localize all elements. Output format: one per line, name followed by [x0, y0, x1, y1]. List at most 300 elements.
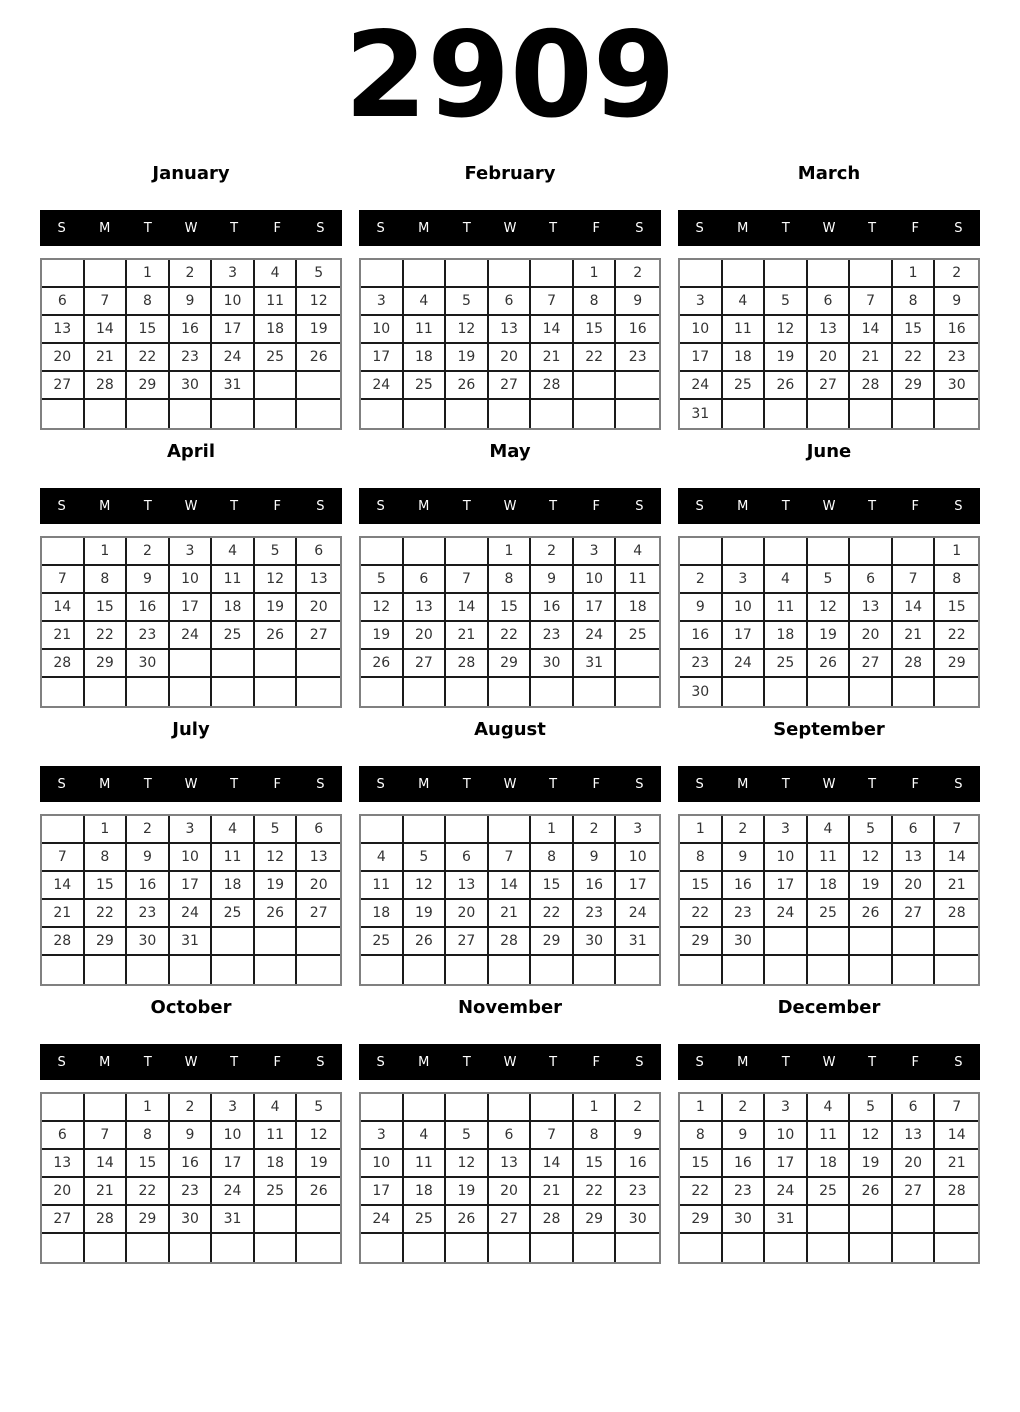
date-cell: 8: [85, 844, 128, 872]
date-cell-empty: [127, 400, 170, 428]
date-cell: 24: [723, 650, 766, 678]
date-cell: 19: [850, 872, 893, 900]
date-cell: 22: [531, 900, 574, 928]
date-cell-empty: [255, 650, 298, 678]
date-cell: 13: [850, 594, 893, 622]
date-cell: 22: [127, 344, 170, 372]
weekday-label: T: [549, 1054, 558, 1070]
date-cell: 16: [531, 594, 574, 622]
weekday-label: S: [57, 776, 66, 792]
date-cell: 3: [361, 1122, 404, 1150]
date-cell: 13: [446, 872, 489, 900]
date-cell-empty: [765, 1234, 808, 1262]
weekday-label: M: [737, 498, 749, 514]
date-cell: 12: [255, 566, 298, 594]
weekday-label: S: [316, 1054, 325, 1070]
date-cell: 18: [212, 872, 255, 900]
date-cell-empty: [850, 260, 893, 288]
date-cell: 31: [574, 650, 617, 678]
date-cell: 16: [170, 316, 213, 344]
date-cell: 10: [212, 288, 255, 316]
date-cell: 24: [361, 372, 404, 400]
date-cell: 11: [808, 844, 851, 872]
weekday-label: T: [462, 220, 471, 236]
date-cell: 22: [85, 900, 128, 928]
date-cell: 29: [680, 928, 723, 956]
date-cell: 15: [680, 872, 723, 900]
date-cell: 23: [170, 344, 213, 372]
date-cell: 12: [446, 316, 489, 344]
weekday-label: W: [822, 220, 836, 236]
month-name: November: [457, 997, 563, 1018]
date-cell: 5: [297, 1094, 340, 1122]
date-cell: 13: [42, 316, 85, 344]
date-cell: 4: [616, 538, 659, 566]
date-cell: 6: [297, 816, 340, 844]
date-cell-empty: [170, 650, 213, 678]
weekday-label: W: [184, 1054, 198, 1070]
date-cell-empty: [404, 538, 447, 566]
month-name: December: [777, 997, 881, 1018]
date-cell: 24: [212, 344, 255, 372]
date-cell: 8: [489, 566, 532, 594]
date-cell-empty: [127, 1234, 170, 1262]
date-cell: 21: [935, 1150, 978, 1178]
date-cell: 3: [680, 288, 723, 316]
weekday-label: T: [549, 498, 558, 514]
date-cell: 31: [212, 372, 255, 400]
date-cell: 13: [893, 1122, 936, 1150]
weekday-label: W: [184, 220, 198, 236]
date-cell-empty: [361, 260, 404, 288]
date-cell: 9: [170, 288, 213, 316]
date-cell-empty: [808, 956, 851, 984]
date-cell: 20: [446, 900, 489, 928]
date-cell-empty: [170, 1234, 213, 1262]
date-cell: 30: [935, 372, 978, 400]
date-cell: 14: [531, 1150, 574, 1178]
date-cell-empty: [574, 956, 617, 984]
month-dates-grid: [40, 1092, 342, 1264]
date-cell: 29: [893, 372, 936, 400]
date-cell: 23: [680, 650, 723, 678]
weekday-label: W: [184, 498, 198, 514]
date-cell: 27: [42, 1206, 85, 1234]
date-cell: 11: [255, 288, 298, 316]
date-cell: 13: [893, 844, 936, 872]
date-cell: 14: [935, 1122, 978, 1150]
weekday-label: W: [503, 776, 517, 792]
date-cell-empty: [404, 1234, 447, 1262]
date-cell: 29: [85, 928, 128, 956]
date-cell: 29: [531, 928, 574, 956]
date-cell-empty: [361, 956, 404, 984]
month-name: June: [806, 441, 852, 462]
weekday-label: T: [868, 776, 877, 792]
date-cell-empty: [85, 400, 128, 428]
date-cell-empty: [489, 816, 532, 844]
date-cell-empty: [893, 678, 936, 706]
date-cell: 10: [212, 1122, 255, 1150]
date-cell: 14: [489, 872, 532, 900]
date-cell-empty: [361, 400, 404, 428]
date-cell: 2: [170, 260, 213, 288]
date-cell: 30: [574, 928, 617, 956]
date-cell-empty: [723, 956, 766, 984]
date-cell: 8: [680, 844, 723, 872]
date-cell: 9: [616, 1122, 659, 1150]
date-cell: 27: [893, 1178, 936, 1206]
date-cell-empty: [680, 538, 723, 566]
date-cell: 2: [127, 538, 170, 566]
date-cell-empty: [531, 400, 574, 428]
date-cell: 25: [765, 650, 808, 678]
date-cell-empty: [616, 956, 659, 984]
date-cell-empty: [446, 1094, 489, 1122]
date-cell: 6: [489, 288, 532, 316]
date-cell-empty: [531, 1094, 574, 1122]
date-cell: 5: [808, 566, 851, 594]
date-cell: 23: [574, 900, 617, 928]
weekday-label: S: [954, 498, 963, 514]
date-cell: 17: [574, 594, 617, 622]
weekday-header-row: [678, 488, 980, 524]
date-cell: 14: [85, 1150, 128, 1178]
date-cell: 8: [127, 288, 170, 316]
month-dates-grid: [40, 814, 342, 986]
date-cell-empty: [893, 538, 936, 566]
date-cell: 11: [404, 316, 447, 344]
month-january: [40, 163, 342, 430]
date-cell: 12: [850, 844, 893, 872]
date-cell: 20: [893, 1150, 936, 1178]
weekday-label: S: [57, 498, 66, 514]
date-cell-empty: [85, 956, 128, 984]
date-cell: 26: [765, 372, 808, 400]
date-cell: 1: [127, 1094, 170, 1122]
date-cell-empty: [489, 678, 532, 706]
weekday-label: T: [462, 1054, 471, 1070]
date-cell: 5: [850, 816, 893, 844]
date-cell: 1: [680, 1094, 723, 1122]
weekday-label: T: [230, 498, 239, 514]
weekday-label: S: [376, 776, 385, 792]
date-cell: 7: [85, 1122, 128, 1150]
date-cell: 26: [446, 372, 489, 400]
date-cell-empty: [765, 956, 808, 984]
month-august: [359, 719, 661, 986]
weekday-header-row: [40, 1044, 342, 1080]
date-cell: 19: [255, 594, 298, 622]
date-cell: 22: [489, 622, 532, 650]
date-cell-empty: [850, 538, 893, 566]
month-april: [40, 441, 342, 708]
date-cell-empty: [489, 956, 532, 984]
date-cell: 30: [616, 1206, 659, 1234]
date-cell: 19: [808, 622, 851, 650]
date-cell-empty: [935, 1206, 978, 1234]
date-cell: 6: [404, 566, 447, 594]
date-cell: 21: [85, 344, 128, 372]
weekday-label: S: [316, 220, 325, 236]
date-cell: 30: [723, 1206, 766, 1234]
date-cell: 18: [255, 1150, 298, 1178]
date-cell: 3: [212, 1094, 255, 1122]
date-cell: 2: [616, 260, 659, 288]
weekday-label: F: [592, 1054, 601, 1070]
date-cell: 28: [935, 1178, 978, 1206]
date-cell: 29: [489, 650, 532, 678]
weekday-label: T: [868, 498, 877, 514]
weekday-label: M: [418, 498, 430, 514]
weekday-label: W: [184, 776, 198, 792]
date-cell-empty: [680, 1234, 723, 1262]
weekday-label: S: [954, 220, 963, 236]
date-cell: 15: [531, 872, 574, 900]
date-cell-empty: [297, 678, 340, 706]
weekday-label: F: [592, 776, 601, 792]
date-cell: 2: [170, 1094, 213, 1122]
date-cell: 4: [212, 538, 255, 566]
date-cell: 27: [297, 622, 340, 650]
date-cell-empty: [574, 678, 617, 706]
date-cell-empty: [808, 400, 851, 428]
date-cell-empty: [212, 650, 255, 678]
weekday-label: M: [99, 220, 111, 236]
date-cell: 7: [893, 566, 936, 594]
date-cell: 8: [680, 1122, 723, 1150]
date-cell-empty: [42, 400, 85, 428]
date-cell-empty: [531, 678, 574, 706]
weekday-label: T: [781, 220, 790, 236]
date-cell: 23: [723, 900, 766, 928]
date-cell: 10: [170, 566, 213, 594]
date-cell: 29: [935, 650, 978, 678]
date-cell-empty: [616, 400, 659, 428]
date-cell: 29: [85, 650, 128, 678]
weekday-label: F: [911, 776, 920, 792]
weekday-label: W: [503, 220, 517, 236]
date-cell: 19: [361, 622, 404, 650]
date-cell: 25: [616, 622, 659, 650]
date-cell-empty: [808, 928, 851, 956]
date-cell: 11: [212, 566, 255, 594]
date-cell-empty: [489, 1094, 532, 1122]
date-cell: 26: [404, 928, 447, 956]
date-cell-empty: [255, 400, 298, 428]
date-cell: 27: [297, 900, 340, 928]
date-cell-empty: [404, 816, 447, 844]
date-cell: 28: [85, 1206, 128, 1234]
date-cell: 3: [616, 816, 659, 844]
date-cell: 28: [893, 650, 936, 678]
date-cell-empty: [85, 260, 128, 288]
date-cell: 15: [574, 1150, 617, 1178]
weekday-label: T: [230, 1054, 239, 1070]
date-cell-empty: [85, 1234, 128, 1262]
month-february: [359, 163, 661, 430]
date-cell: 10: [574, 566, 617, 594]
date-cell-empty: [212, 928, 255, 956]
date-cell: 29: [574, 1206, 617, 1234]
date-cell-empty: [404, 1094, 447, 1122]
weekday-label: M: [737, 220, 749, 236]
date-cell: 14: [935, 844, 978, 872]
month-december: [678, 997, 980, 1264]
date-cell: 26: [446, 1206, 489, 1234]
date-cell: 24: [212, 1178, 255, 1206]
date-cell: 16: [616, 316, 659, 344]
date-cell: 20: [42, 344, 85, 372]
date-cell-empty: [255, 928, 298, 956]
date-cell: 12: [297, 288, 340, 316]
date-cell-empty: [42, 956, 85, 984]
date-cell: 3: [765, 816, 808, 844]
weekday-label: S: [376, 220, 385, 236]
date-cell: 24: [765, 1178, 808, 1206]
date-cell: 19: [446, 1178, 489, 1206]
date-cell: 21: [531, 1178, 574, 1206]
date-cell: 17: [723, 622, 766, 650]
date-cell: 8: [127, 1122, 170, 1150]
date-cell: 14: [42, 594, 85, 622]
date-cell: 25: [808, 1178, 851, 1206]
date-cell: 30: [170, 372, 213, 400]
date-cell: 22: [574, 344, 617, 372]
date-cell: 6: [297, 538, 340, 566]
date-cell: 21: [42, 622, 85, 650]
date-cell: 1: [531, 816, 574, 844]
date-cell: 21: [446, 622, 489, 650]
date-cell: 9: [680, 594, 723, 622]
date-cell: 15: [574, 316, 617, 344]
date-cell-empty: [170, 400, 213, 428]
date-cell: 28: [42, 928, 85, 956]
month-november: [359, 997, 661, 1264]
month-dates-grid: [40, 536, 342, 708]
date-cell-empty: [297, 1206, 340, 1234]
weekday-label: W: [822, 1054, 836, 1070]
weekday-label: W: [503, 498, 517, 514]
date-cell-empty: [765, 928, 808, 956]
month-name: August: [474, 719, 546, 740]
date-cell: 10: [680, 316, 723, 344]
date-cell: 3: [765, 1094, 808, 1122]
weekday-label: F: [911, 498, 920, 514]
date-cell: 10: [765, 844, 808, 872]
weekday-label: T: [462, 498, 471, 514]
date-cell: 15: [127, 316, 170, 344]
weekday-header-row: [359, 1044, 661, 1080]
weekday-label: S: [635, 498, 644, 514]
date-cell: 28: [850, 372, 893, 400]
date-cell-empty: [297, 928, 340, 956]
date-cell: 24: [616, 900, 659, 928]
date-cell: 30: [170, 1206, 213, 1234]
weekday-label: S: [695, 498, 704, 514]
date-cell-empty: [212, 678, 255, 706]
date-cell: 8: [935, 566, 978, 594]
date-cell: 7: [42, 566, 85, 594]
date-cell: 12: [361, 594, 404, 622]
date-cell: 14: [893, 594, 936, 622]
date-cell: 25: [255, 1178, 298, 1206]
weekday-header-row: [359, 766, 661, 802]
date-cell: 9: [935, 288, 978, 316]
date-cell-empty: [574, 1234, 617, 1262]
date-cell: 23: [935, 344, 978, 372]
date-cell: 20: [489, 1178, 532, 1206]
date-cell: 25: [212, 900, 255, 928]
date-cell: 14: [85, 316, 128, 344]
date-cell-empty: [893, 1206, 936, 1234]
date-cell: 5: [255, 816, 298, 844]
date-cell-empty: [446, 678, 489, 706]
date-cell: 13: [808, 316, 851, 344]
date-cell-empty: [446, 1234, 489, 1262]
weekday-label: T: [549, 220, 558, 236]
date-cell: 18: [808, 1150, 851, 1178]
date-cell: 7: [446, 566, 489, 594]
date-cell: 22: [680, 900, 723, 928]
date-cell: 26: [255, 900, 298, 928]
date-cell: 31: [212, 1206, 255, 1234]
date-cell: 27: [489, 1206, 532, 1234]
date-cell: 25: [404, 372, 447, 400]
date-cell: 30: [680, 678, 723, 706]
date-cell-empty: [935, 400, 978, 428]
weekday-header-row: [678, 210, 980, 246]
date-cell: 15: [85, 594, 128, 622]
date-cell: 25: [404, 1206, 447, 1234]
date-cell: 28: [446, 650, 489, 678]
date-cell: 24: [574, 622, 617, 650]
weekday-header-row: [40, 766, 342, 802]
date-cell: 1: [893, 260, 936, 288]
date-cell: 8: [531, 844, 574, 872]
date-cell: 11: [404, 1150, 447, 1178]
weekday-label: S: [635, 776, 644, 792]
date-cell: 28: [531, 1206, 574, 1234]
date-cell: 4: [255, 260, 298, 288]
date-cell: 28: [489, 928, 532, 956]
date-cell-empty: [850, 678, 893, 706]
date-cell-empty: [212, 400, 255, 428]
date-cell-empty: [765, 400, 808, 428]
date-cell: 2: [723, 1094, 766, 1122]
date-cell: 12: [297, 1122, 340, 1150]
date-cell-empty: [42, 1094, 85, 1122]
date-cell: 1: [935, 538, 978, 566]
weekday-label: M: [99, 1054, 111, 1070]
weekday-label: S: [376, 498, 385, 514]
weekday-label: M: [99, 498, 111, 514]
date-cell: 1: [85, 538, 128, 566]
date-cell: 16: [127, 872, 170, 900]
date-cell: 12: [255, 844, 298, 872]
weekday-label: T: [462, 776, 471, 792]
date-cell: 13: [297, 566, 340, 594]
weekday-header-row: [678, 1044, 980, 1080]
weekday-label: M: [737, 776, 749, 792]
date-cell: 29: [680, 1206, 723, 1234]
date-cell: 28: [531, 372, 574, 400]
date-cell-empty: [808, 260, 851, 288]
month-may: [359, 441, 661, 708]
date-cell: 5: [255, 538, 298, 566]
date-cell: 25: [255, 344, 298, 372]
weekday-label: T: [230, 220, 239, 236]
